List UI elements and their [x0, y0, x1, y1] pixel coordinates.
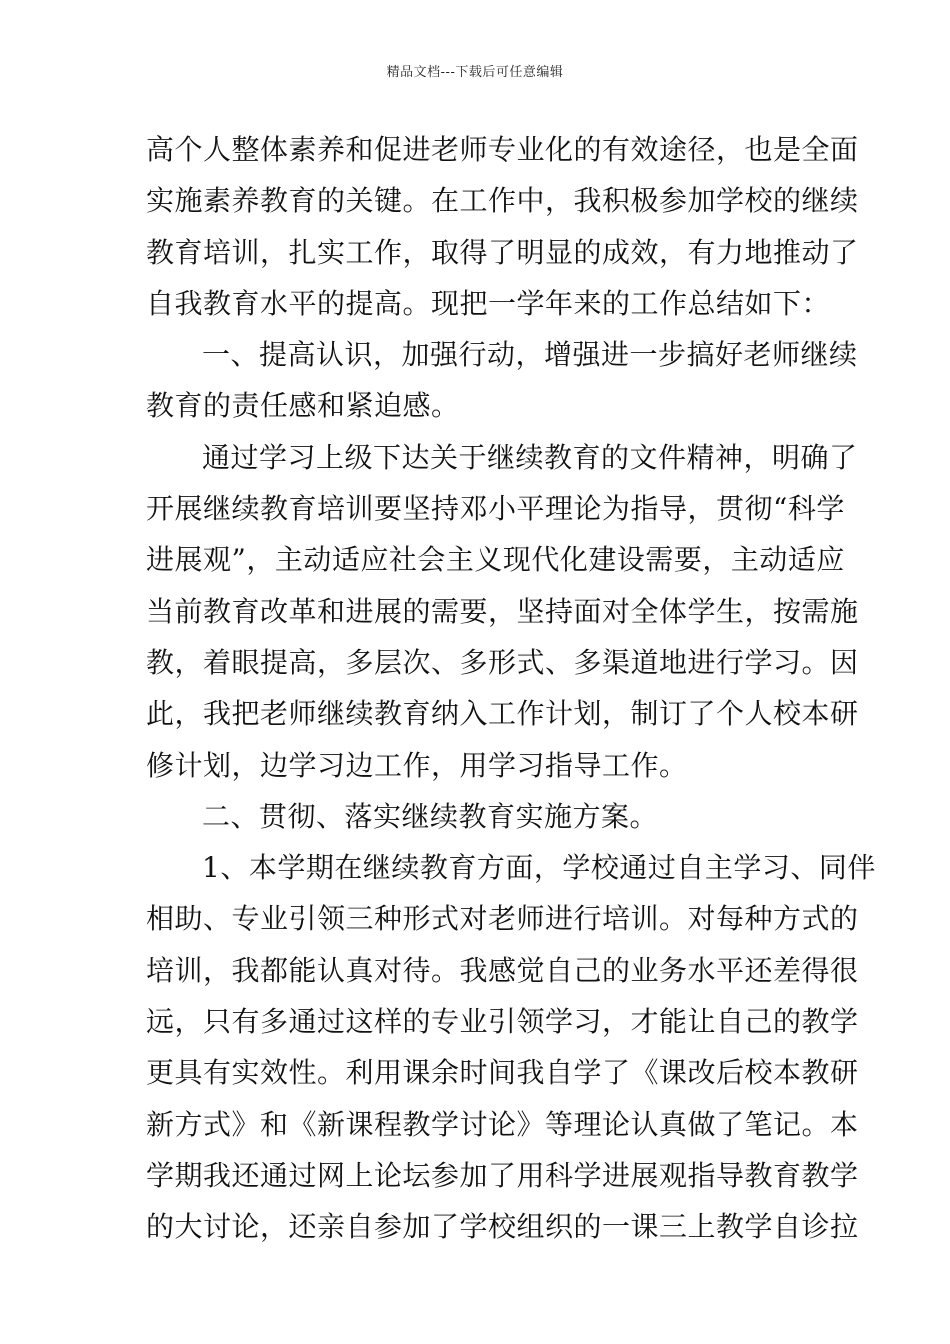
text-line: 二、贯彻、落实继续教育实施方案。 — [202, 799, 659, 833]
page-header: 精品文档---下载后可任意编辑 — [386, 65, 564, 80]
text-line: 实施素养教育的关键。在工作中，我积极参加学校的继续 — [146, 184, 859, 218]
text-line: 教，着眼提高，多层次、多形式、多渠道地进行学习。因 — [146, 645, 859, 679]
text-line: 的大讨论，还亲自参加了学校组织的一课三上教学自诊拉 — [146, 1210, 859, 1244]
text-line: 学期我还通过网上论坛参加了用科学进展观指导教育教学 — [146, 1158, 859, 1192]
text-line: 高个人整体素养和促进老师专业化的有效途径，也是全面 — [146, 133, 859, 166]
text-line: 此，我把老师继续教育纳入工作计划，制订了个人校本研 — [146, 697, 859, 731]
text-line: 自我教育水平的提高。现把一学年来的工作总结如下： — [146, 286, 831, 320]
text-line: 进展观”，主动适应社会主义现代化建设需要，主动适应 — [146, 543, 845, 577]
text-line: 教育的责任感和紧迫感。 — [146, 389, 460, 423]
text-line: 培训，我都能认真对待。我感觉自己的业务水平还差得很 — [146, 953, 859, 987]
document-body — [146, 124, 876, 1253]
text-line: 当前教育改革和进展的需要，坚持面对全体学生，按需施 — [146, 594, 859, 628]
text-line: 新方式》和《新课程教学讨论》等理论认真做了笔记。本 — [146, 1107, 859, 1141]
text-line: 开展继续教育培训要坚持邓小平理论为指导，贯彻“科学 — [146, 492, 845, 526]
text-line: 通过学习上级下达关于继续教育的文件精神，明确了 — [202, 440, 858, 474]
text-line: 修计划，边学习边工作，用学习指导工作。 — [146, 748, 688, 782]
text-line: 一、提高认识，加强行动，增强进一步搞好老师继续 — [202, 338, 858, 372]
text-line: 远，只有多通过这样的专业引领学习，才能让自己的教学 — [146, 1005, 859, 1039]
text-line: 1、本学期在继续教育方面，学校通过自主学习、同伴 — [202, 851, 876, 885]
text-line: 相助、专业引领三种形式对老师进行培训。对每种方式的 — [146, 902, 859, 936]
text-line: 教育培训，扎实工作，取得了明显的成效，有力地推动了 — [146, 235, 859, 269]
text-line: 更具有实效性。利用课余时间我自学了《课改后校本教研 — [146, 1056, 859, 1090]
